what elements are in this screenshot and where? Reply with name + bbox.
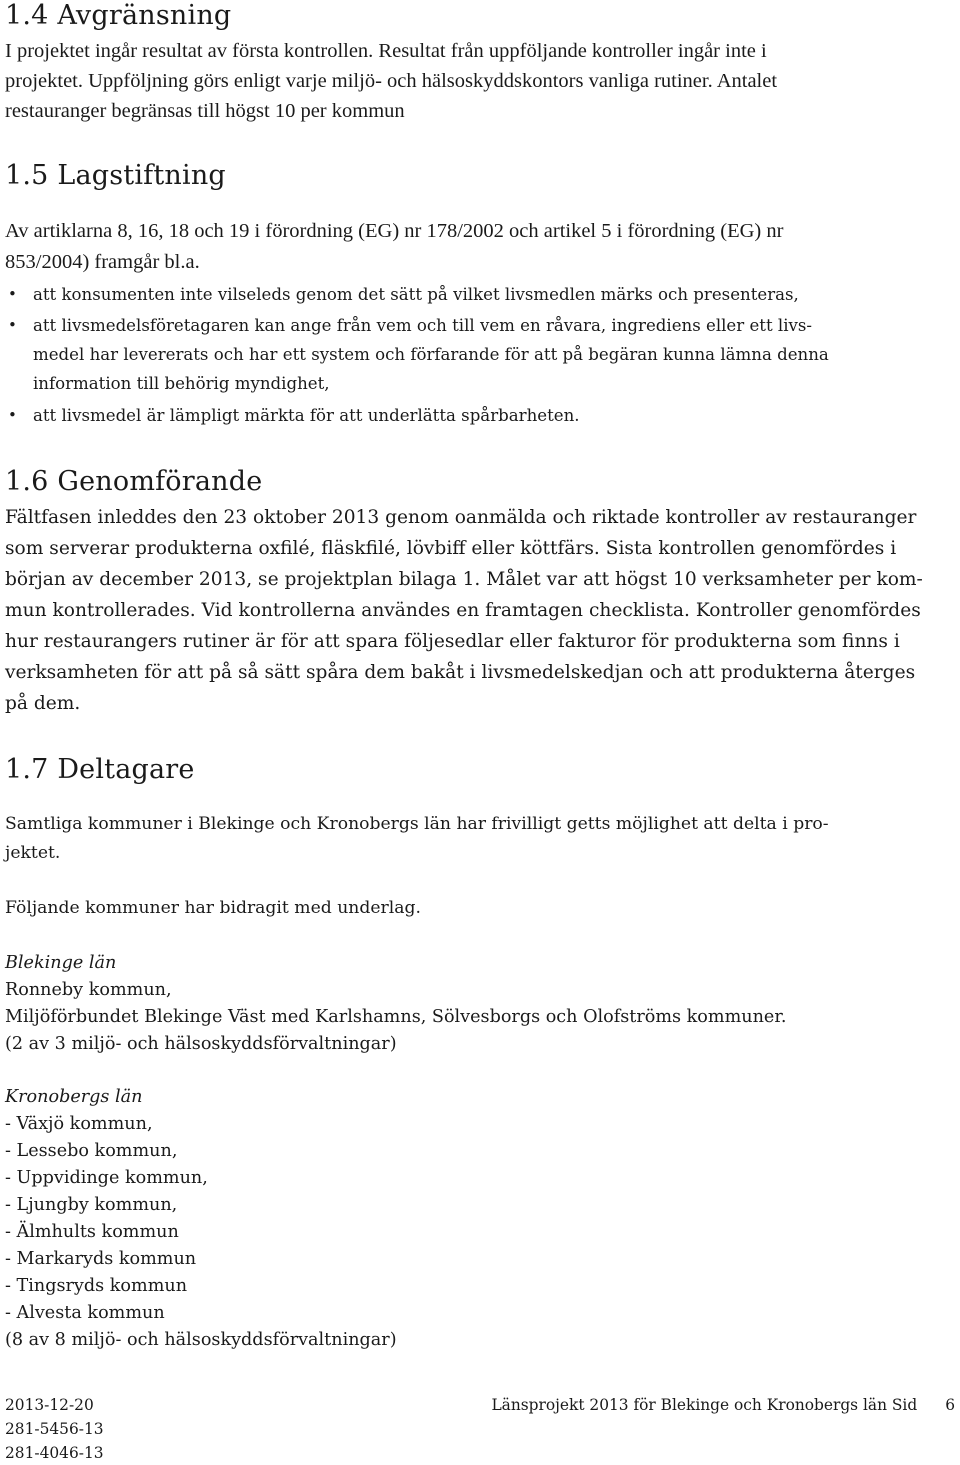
paragraph-genomforande	[5, 502, 955, 719]
text-line: • att livsmedelsföretagaren kan ange från vem och till vem en råvara, ingrediens eller ett livs-	[33, 316, 813, 335]
text-line: Fältfasen inleddes den 23 oktober 2013 genom oanmälda och riktade kontroller av restauranger	[5, 507, 917, 528]
municipality-line: - Växjö kommun,	[5, 1114, 153, 1134]
municipality-line: - Alvesta kommun	[5, 1303, 165, 1323]
text-line: Av artiklarna 8, 16, 18 och 19 i förordning (EG) nr 178/2002 och artikel 5 i förordning (EG) nr	[5, 220, 784, 242]
municipality-line: - Markaryds kommun	[5, 1249, 197, 1269]
footer-reference: 281-4046-13	[5, 1444, 104, 1462]
text-line: information till behörig myndighet,	[33, 374, 330, 393]
text-line: restauranger begränsas till högst 10 per kommun	[5, 100, 405, 122]
page-footer	[5, 1393, 955, 1465]
text-line: • att livsmedel är lämpligt märkta för att underlätta spårbarheten.	[33, 406, 580, 425]
paragraph-bidragit: Följande kommuner har bidragit med underlag.	[5, 898, 421, 918]
municipality-line: Miljöförbundet Blekinge Väst med Karlshamns, Sölvesborgs och Olofströms kommuner.	[5, 1007, 787, 1027]
text-line: • att konsumenten inte vilseleds genom det sätt på vilket livsmedlen märks och presenteras,	[33, 285, 799, 304]
paragraph-lagstiftning	[5, 216, 955, 278]
footer-title-block	[491, 1393, 955, 1417]
text-line: mun kontrollerades. Vid kontrollerna användes en framtagen checklista. Kontroller genomfördes	[5, 600, 921, 621]
municipality-line: - Ljungby kommun,	[5, 1195, 178, 1215]
page-number: 6	[945, 1396, 955, 1414]
text-line: på dem.	[5, 693, 81, 714]
text-line: projektet. Uppföljning görs enligt varje miljö- och hälsoskyddskontors vanliga rutiner. Antalet	[5, 70, 778, 92]
municipality-line: - Uppvidinge kommun,	[5, 1168, 208, 1188]
municipality-line: Ronneby kommun,	[5, 980, 172, 1000]
paragraph-avgransning	[5, 36, 955, 126]
kronoberg-block	[5, 1084, 955, 1354]
heading-avgransning: 1.4 Avgränsning	[5, 0, 232, 31]
heading-genomforande: 1.6 Genomförande	[5, 466, 263, 497]
text-line: I projektet ingår resultat av första kontrollen. Resultat från uppföljande kontroller ingår inte i	[5, 40, 767, 62]
municipality-line: - Älmhults kommun	[5, 1222, 179, 1242]
text-line: som serverar produkterna oxfilé, fläskfilé, lövbiff eller köttfärs. Sista kontrollen genomfördes i	[5, 538, 897, 559]
bullet-item	[5, 311, 955, 398]
text-line: början av december 2013, se projektplan bilaga 1. Målet var att högst 10 verksamheter per kom-	[5, 569, 923, 590]
heading-deltagare: 1.7 Deltagare	[5, 754, 195, 785]
footer-reference: 281-5456-13	[5, 1420, 104, 1438]
blekinge-title: Blekinge län	[5, 953, 117, 973]
footer-date: 2013-12-20	[5, 1396, 94, 1414]
municipality-line: (2 av 3 miljö- och hälsoskyddsförvaltningar)	[5, 1034, 397, 1054]
paragraph-deltagare-intro	[5, 810, 955, 868]
bullet-list	[5, 280, 955, 430]
text-line: verksamheten för att på så sätt spåra dem bakåt i livsmedelskedjan och att produkterna återges	[5, 662, 916, 683]
text-line: hur restaurangers rutiner är för att spara följesedlar eller fakturor för produkterna som finns i	[5, 631, 900, 652]
footer-title: Länsprojekt 2013 för Blekinge och Kronobergs län Sid	[491, 1396, 918, 1414]
text-line: medel har levererats och har ett system och förfarande för att på begäran kunna lämna denna	[33, 345, 829, 364]
municipality-line: - Tingsryds kommun	[5, 1276, 188, 1296]
bullet-item	[5, 401, 955, 430]
municipality-line: (8 av 8 miljö- och hälsoskyddsförvaltningar)	[5, 1330, 397, 1350]
bullet-item	[5, 280, 955, 309]
blekinge-block	[5, 950, 955, 1058]
municipality-line: - Lessebo kommun,	[5, 1141, 178, 1161]
kronoberg-title: Kronobergs län	[5, 1087, 143, 1107]
text-line: Samtliga kommuner i Blekinge och Kronobergs län har frivilligt getts möjlighet att delta i pro-	[5, 814, 829, 834]
heading-lagstiftning: 1.5 Lagstiftning	[5, 160, 226, 191]
text-line: jektet.	[5, 843, 61, 863]
text-line: 853/2004) framgår bl.a.	[5, 251, 200, 273]
